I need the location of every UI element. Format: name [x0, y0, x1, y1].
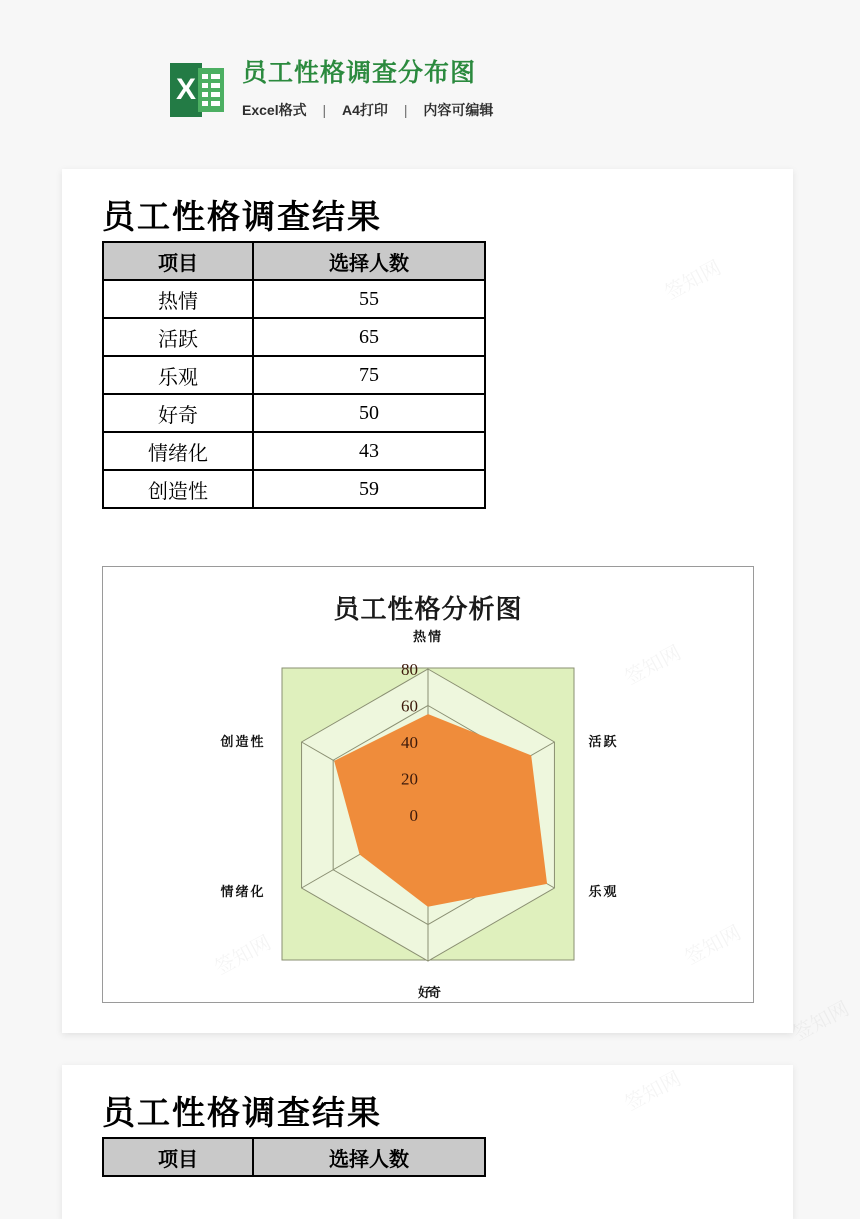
- attribute-separator-1: |: [322, 102, 327, 118]
- column-header-count: 选择人数: [253, 1138, 485, 1176]
- cell-count: 65: [253, 318, 485, 356]
- sheet-title: 员工性格调查结果: [102, 200, 382, 236]
- radial-tick-label: 60: [401, 696, 418, 716]
- cell-count: 43: [253, 432, 485, 470]
- table-row: [103, 470, 485, 508]
- column-header-count: 选择人数: [253, 242, 485, 280]
- excel-logo-icon: [168, 61, 226, 119]
- sheet-title: 员工性格调查结果: [102, 1096, 382, 1132]
- cell-item: 创造性: [103, 470, 253, 508]
- preview-page-2[interactable]: [62, 1065, 793, 1219]
- category-label-活跃: 活跃: [588, 734, 619, 749]
- column-header-item: 项目: [103, 1138, 253, 1176]
- radial-tick-label: 0: [409, 806, 418, 825]
- preview-page-1[interactable]: [62, 169, 793, 1033]
- table-row: [103, 394, 485, 432]
- table-header-row: [103, 1138, 485, 1176]
- table-row: [103, 280, 485, 318]
- cell-count: 75: [253, 356, 485, 394]
- category-label-好奇: 好奇: [417, 985, 439, 1000]
- radial-tick-label: 20: [401, 769, 418, 789]
- cell-count: 59: [253, 470, 485, 508]
- excel-logo-letter: X: [170, 63, 202, 117]
- attribute-format: Excel格式: [242, 102, 307, 118]
- cell-item: 热情: [103, 280, 253, 318]
- excel-logo-grid: [198, 68, 224, 112]
- category-label-热情: 热情: [412, 629, 444, 644]
- category-label-创造性: 创造性: [220, 734, 266, 749]
- column-header-item: 项目: [103, 242, 253, 280]
- cell-item: 情绪化: [103, 432, 253, 470]
- chart-title: 员工性格分析图: [333, 595, 523, 624]
- cell-item: 活跃: [103, 318, 253, 356]
- page-title: 员工性格调查分布图: [242, 59, 477, 87]
- table-header-row: [103, 242, 485, 280]
- radar-svg: [103, 567, 755, 1004]
- table-row: [103, 318, 485, 356]
- table-row: [103, 356, 485, 394]
- cell-count: 55: [253, 280, 485, 318]
- radial-tick-label: 80: [401, 660, 418, 679]
- attribute-separator-2: |: [403, 102, 408, 118]
- document-header: [168, 58, 493, 120]
- survey-table: [102, 241, 486, 509]
- watermark: [659, 252, 726, 306]
- radial-tick-label: 40: [401, 733, 418, 752]
- attribute-print: A4打印: [342, 102, 388, 118]
- table-row: [103, 432, 485, 470]
- watermark: [619, 1065, 686, 1116]
- header-text-block: [242, 58, 493, 120]
- radar-chart-frame[interactable]: [102, 566, 754, 1003]
- watermark: [787, 993, 854, 1047]
- attribute-editable: 内容可编辑: [423, 102, 494, 118]
- cell-count: 50: [253, 394, 485, 432]
- cell-item: 乐观: [103, 356, 253, 394]
- survey-table: [102, 1137, 486, 1177]
- radar-chart-canvas: [103, 567, 755, 1004]
- category-label-乐观: 乐观: [588, 884, 619, 899]
- category-label-情绪化: 情绪化: [220, 884, 266, 899]
- cell-item: 好奇: [103, 394, 253, 432]
- document-attributes: [242, 100, 493, 120]
